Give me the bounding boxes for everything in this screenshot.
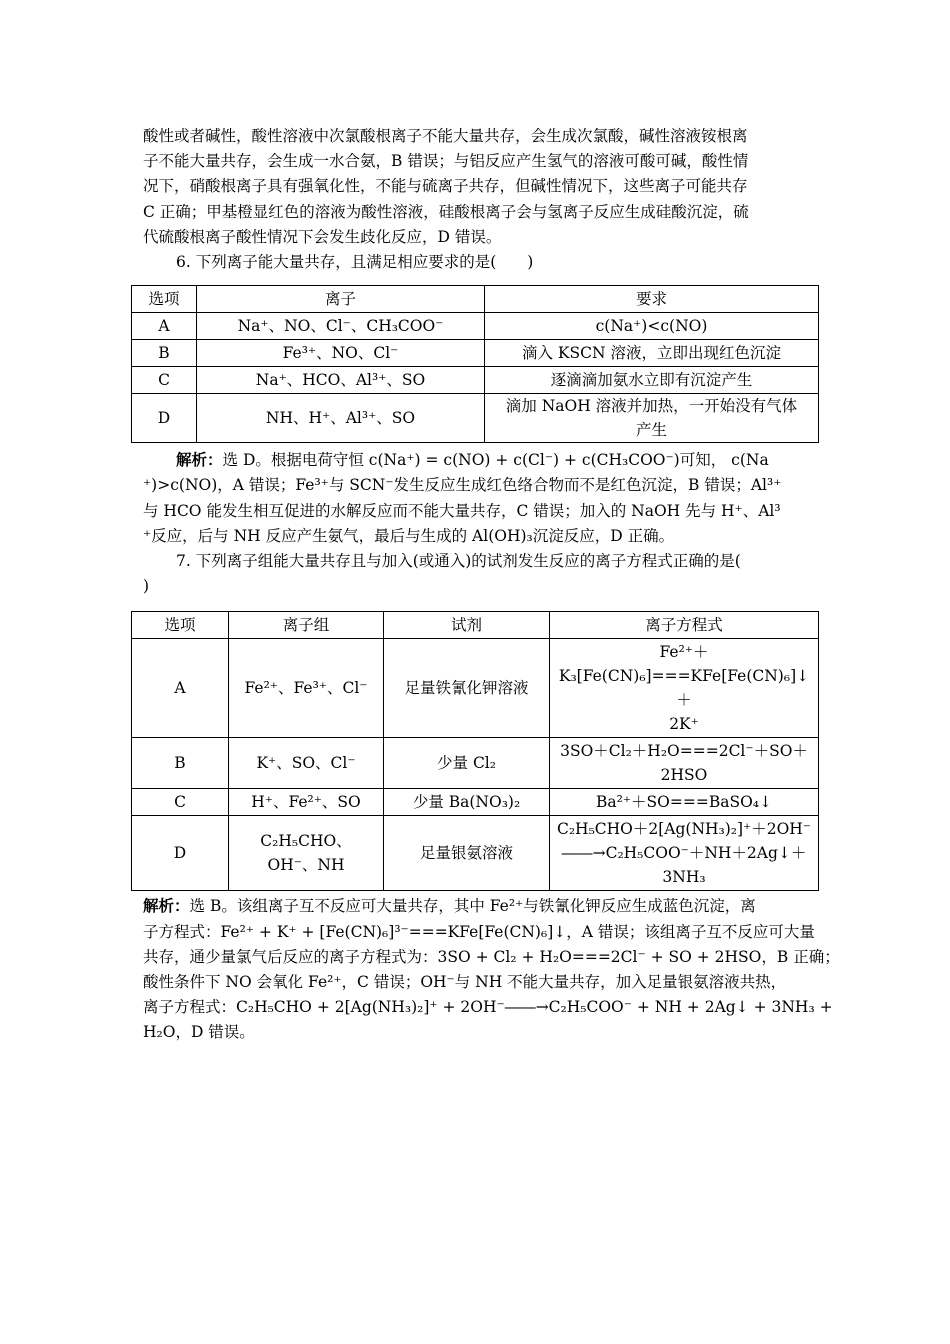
table-row — [132, 394, 819, 443]
equation-cell — [550, 789, 819, 816]
header-option: 选项 — [132, 286, 197, 313]
analysis-line: ⁺)>c(NO)，A 错误；Fe³⁺与 SCN⁻发生反应生成红色络合物而不是红色沉淀，B 错误；Al³⁺ — [143, 476, 782, 495]
header-requirement: 要求 — [485, 286, 819, 313]
table-row — [132, 367, 819, 394]
intro-line: 代硫酸根离子酸性情况下会发生歧化反应，D 错误。 — [143, 227, 502, 246]
analysis-line: H₂O，D 错误。 — [143, 1023, 255, 1042]
intro-line: C 正确；甲基橙显红色的溶液为酸性溶液，硅酸根离子会与氢离子反应生成硅酸沉淀，硫 — [143, 202, 749, 221]
question-6-table — [131, 285, 819, 443]
option-cell: A — [132, 639, 229, 738]
table-row — [132, 738, 819, 789]
ions-cell: Na⁺、HCO、Al³⁺、SO — [197, 367, 485, 394]
requirement-cell: c(Na⁺)<c(NO) — [485, 313, 819, 340]
question-7-analysis — [143, 893, 840, 1045]
reagent-cell: 足量铁氰化钾溶液 — [384, 639, 550, 738]
question-6-analysis — [143, 447, 818, 549]
equation-line: 2K⁺ — [669, 715, 699, 734]
analysis-line: 与 HCO 能发生相互促进的水解反应而不能大量共存，C 错误；加入的 NaOH 先与 H⁺、Al³ — [143, 501, 781, 520]
question-7-table — [131, 611, 819, 891]
ions-cell: Fe²⁺、Fe³⁺、Cl⁻ — [229, 639, 384, 738]
ions-cell: NH、H⁺、Al³⁺、SO — [197, 394, 485, 443]
document-page — [143, 124, 840, 1046]
equation-line: Ba²⁺＋SO===BaSO₄↓ — [596, 793, 772, 812]
analysis-line: 选 B。该组离子互不反应可大量共存，其中 Fe²⁺与铁氰化钾反应生成蓝色沉淀，离 — [189, 897, 756, 916]
analysis-line: ⁺反应，后与 NH 反应产生氨气，最后与生成的 Al(OH)₃沉淀反应，D 正确。 — [143, 526, 675, 545]
question-6-text: 6. 下列离子能大量共存，且满足相应要求的是( ) — [176, 253, 534, 272]
equation-line: 2HSO — [660, 766, 708, 785]
table-row — [132, 313, 819, 340]
table-row — [132, 789, 819, 816]
requirement-cell: 滴入 KSCN 溶液，立即出现红色沉淀 — [485, 340, 819, 367]
option-cell: D — [132, 816, 229, 891]
ions-cell: H⁺、Fe²⁺、SO — [229, 789, 384, 816]
analysis-label: 解析： — [176, 450, 223, 470]
reagent-cell: 少量 Cl₂ — [384, 738, 550, 789]
table-row — [132, 816, 819, 891]
ions-cell: Fe³⁺、NO、Cl⁻ — [197, 340, 485, 367]
header-equation: 离子方程式 — [550, 612, 819, 639]
equation-cell — [550, 738, 819, 789]
header-option: 选项 — [132, 612, 229, 639]
equation-cell — [550, 816, 819, 891]
header-ions: 离子组 — [229, 612, 384, 639]
equation-cell — [550, 639, 819, 738]
option-cell: A — [132, 313, 197, 340]
option-cell: B — [132, 340, 197, 367]
option-cell: C — [132, 789, 229, 816]
intro-line: 况下，硝酸根离子具有强氧化性，不能与硫离子共存，但碱性情况下，这些离子可能共存 — [143, 177, 748, 196]
analysis-line: 子方程式：Fe²⁺ + K⁺ + [Fe(CN)₆]³⁻===KFe[Fe(CN)₆]↓，A 错误；该组离子互不反应可大量 — [143, 922, 815, 941]
intro-line: 酸性或者碱性，酸性溶液中次氯酸根离子不能大量共存，会生成次氯酸，碱性溶液铵根离 — [143, 127, 748, 145]
option-cell: D — [132, 394, 197, 443]
header-ions: 离子 — [197, 286, 485, 313]
question-7-text: ) — [143, 577, 150, 596]
option-cell: C — [132, 367, 197, 394]
intro-paragraph — [143, 124, 818, 250]
equation-line: 3SO＋Cl₂＋H₂O===2Cl⁻＋SO＋ — [560, 742, 808, 761]
ions-cell: K⁺、SO、Cl⁻ — [229, 738, 384, 789]
question-6 — [143, 250, 818, 275]
requirement-cell: 滴加 NaOH 溶液并加热，一开始没有气体产生 — [485, 394, 819, 443]
table-header-row — [132, 612, 819, 639]
table-header-row — [132, 286, 819, 313]
analysis-line: 离子方程式：C₂H₅CHO + 2[Ag(NH₃)₂]⁺ + 2OH⁻――→C₂H₅COO⁻ + NH + 2Ag↓ + 3NH₃ + — [143, 998, 833, 1017]
equation-line: 3NH₃ — [662, 868, 706, 887]
analysis-label: 解析： — [143, 896, 190, 916]
question-7-text: 7. 下列离子组能大量共存且与加入(或通入)的试剂发生反应的离子方程式正确的是( — [176, 552, 741, 571]
table-row — [132, 340, 819, 367]
option-cell: B — [132, 738, 229, 789]
analysis-line: 酸性条件下 NO 会氧化 Fe²⁺，C 错误；OH⁻与 NH 不能大量共存，加入足量银氨溶液共热， — [143, 973, 787, 992]
equation-line: ――→C₂H₅COO⁻＋NH＋2Ag↓＋ — [561, 844, 807, 863]
analysis-line: 共存，通少量氯气后反应的离子方程式为：3SO + Cl₂ + H₂O===2Cl⁻ + SO + 2HSO，B 正确； — [143, 947, 840, 966]
equation-line: C₂H₅CHO＋2[Ag(NH₃)₂]⁺＋2OH⁻ — [556, 820, 811, 839]
ions-cell: C₂H₅CHO、OH⁻、NH — [229, 816, 384, 891]
equation-line: Fe²⁺＋ — [659, 643, 709, 662]
reagent-cell: 足量银氨溶液 — [384, 816, 550, 891]
analysis-line: 选 D。根据电荷守恒 c(Na⁺) = c(NO) + c(Cl⁻) + c(CH₃COO⁻)可知， c(Na — [222, 451, 769, 470]
requirement-cell: 逐滴滴加氨水立即有沉淀产生 — [485, 367, 819, 394]
header-reagent: 试剂 — [384, 612, 550, 639]
table-row — [132, 639, 819, 738]
reagent-cell: 少量 Ba(NO₃)₂ — [384, 789, 550, 816]
question-7 — [143, 549, 818, 599]
ions-cell: Na⁺、NO、Cl⁻、CH₃COO⁻ — [197, 313, 485, 340]
intro-line: 子不能大量共存，会生成一水合氨，B 错误；与铝反应产生氢气的溶液可酸可碱，酸性情 — [143, 152, 749, 171]
equation-line: K₃[Fe(CN)₆]===KFe[Fe(CN)₆]↓＋ — [558, 667, 810, 710]
